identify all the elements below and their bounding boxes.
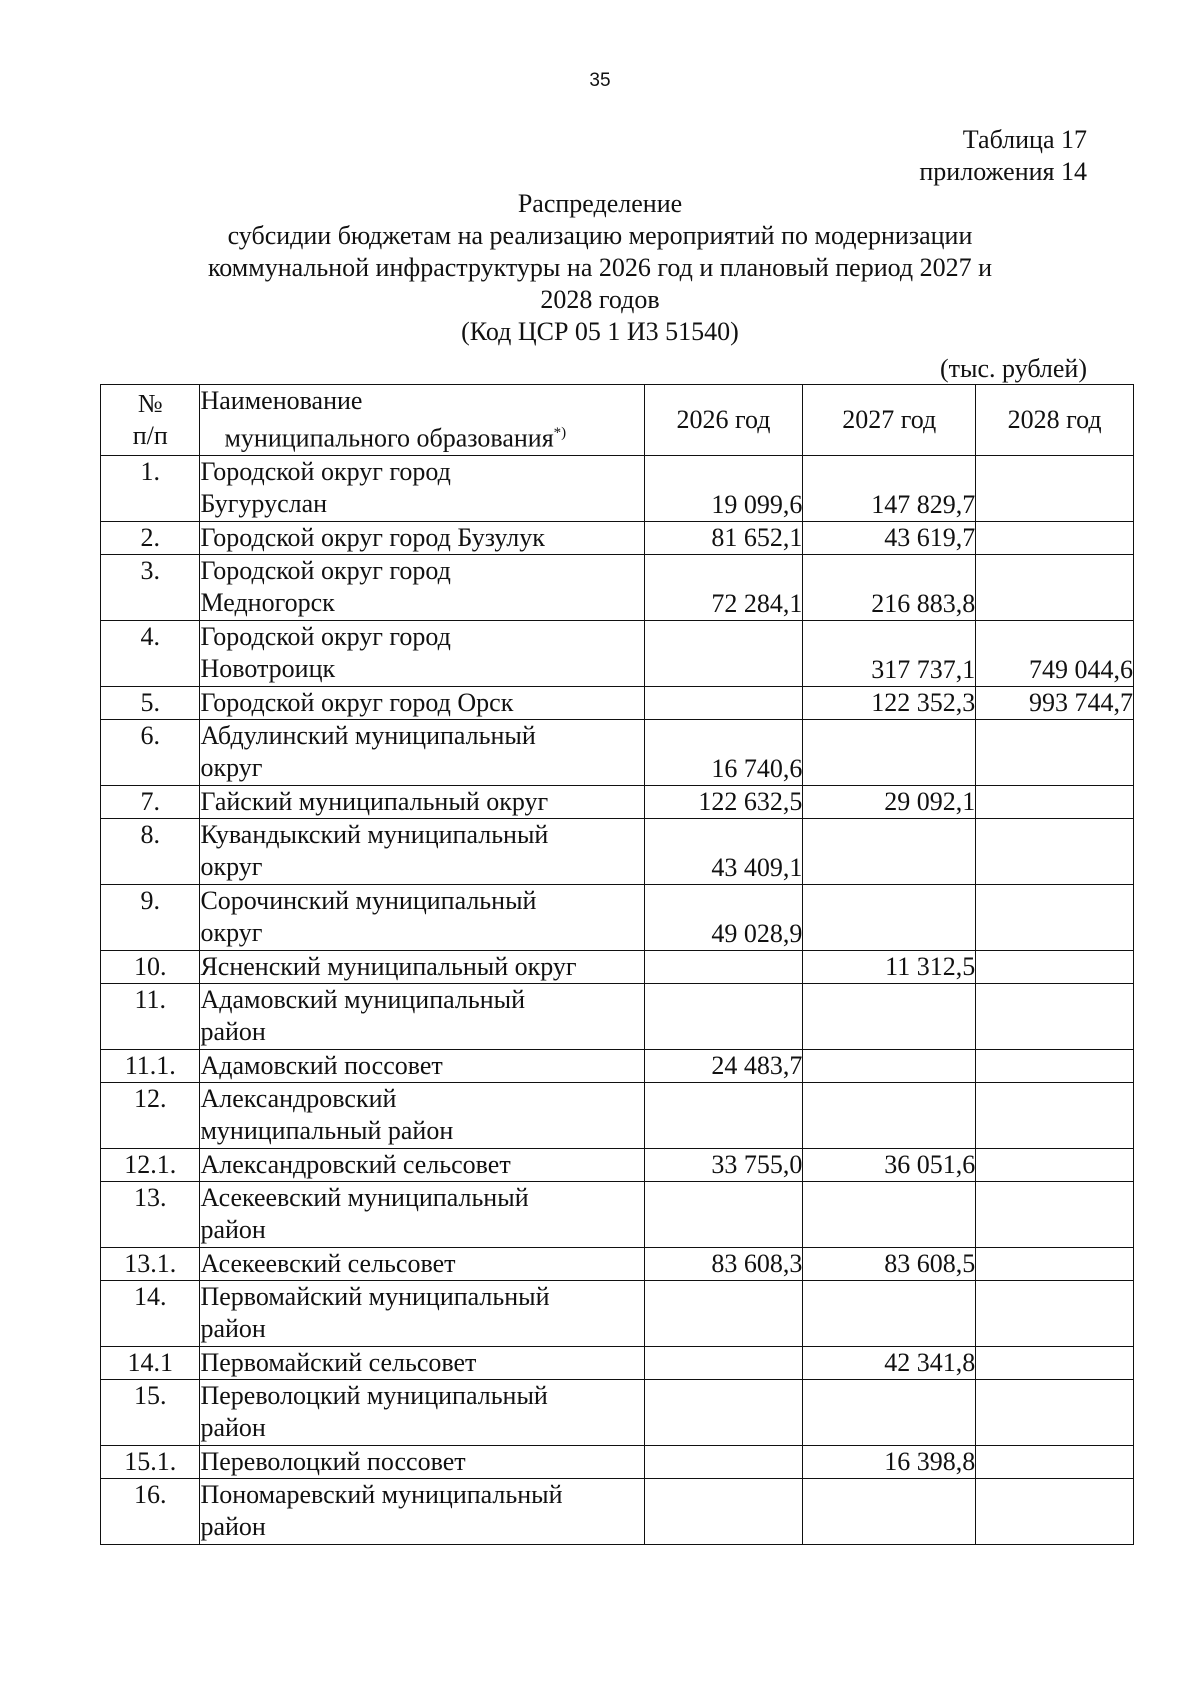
row-name-line: Асекеевский сельсовет <box>200 1248 456 1278</box>
table-row <box>101 1379 1134 1445</box>
row-name <box>200 1379 644 1445</box>
value-2026 <box>644 1082 803 1148</box>
table-row <box>101 1247 1134 1280</box>
row-number: 13.1. <box>101 1247 200 1280</box>
table-header-row <box>101 385 1134 456</box>
title-line-1: Распределение <box>517 189 683 218</box>
value-2026: 72 284,1 <box>644 554 803 620</box>
value-2027: 42 341,8 <box>803 1346 976 1379</box>
row-name <box>200 1148 644 1181</box>
subsidy-table <box>100 384 1134 1545</box>
row-name <box>200 1478 644 1544</box>
row-name-line: Сорочинский муниципальный <box>200 885 537 915</box>
row-name <box>200 884 644 950</box>
value-2028 <box>976 785 1134 818</box>
document-title <box>100 188 1100 348</box>
row-name-line: Медногорск <box>200 587 335 617</box>
table-row <box>101 686 1134 719</box>
row-number: 11. <box>101 983 200 1049</box>
value-2028 <box>976 1148 1134 1181</box>
table-caption <box>919 124 1087 188</box>
value-2027 <box>803 1478 976 1544</box>
row-name-line: Александровский сельсовет <box>200 1149 511 1179</box>
value-2027 <box>803 983 976 1049</box>
value-2028 <box>976 1346 1134 1379</box>
value-2026 <box>644 983 803 1049</box>
row-name-line: Переволоцкий муниципальный <box>200 1380 548 1410</box>
row-name <box>200 719 644 785</box>
row-name <box>200 455 644 521</box>
caption-line-1: Таблица 17 <box>962 125 1087 154</box>
table-row <box>101 1445 1134 1478</box>
value-2028 <box>976 1181 1134 1247</box>
row-number: 16. <box>101 1478 200 1544</box>
value-2026 <box>644 950 803 983</box>
title-line-2: субсидии бюджетам на реализацию мероприятий по модернизации <box>227 221 973 250</box>
row-name <box>200 521 644 554</box>
row-name <box>200 818 644 884</box>
value-2026: 83 608,3 <box>644 1247 803 1280</box>
value-2026 <box>644 1379 803 1445</box>
value-2026 <box>644 1181 803 1247</box>
table-row <box>101 1148 1134 1181</box>
value-2027: 83 608,5 <box>803 1247 976 1280</box>
row-name-line: Городской округ город <box>200 456 451 486</box>
table-row <box>101 950 1134 983</box>
header-footnote-mark: *) <box>553 425 567 441</box>
table-row <box>101 785 1134 818</box>
title-line-4: 2028 годов <box>540 285 660 314</box>
row-name-line: Асекеевский муниципальный <box>200 1182 529 1212</box>
header-name-line-2: муниципального образования <box>224 423 554 453</box>
row-name-line: район <box>200 1214 266 1244</box>
value-2028 <box>976 1049 1134 1082</box>
value-2026: 81 652,1 <box>644 521 803 554</box>
row-name-line: Адамовский поссовет <box>200 1050 443 1080</box>
value-2028 <box>976 554 1134 620</box>
row-name-line: Городской округ город Орск <box>200 687 514 717</box>
header-2026: 2026 год <box>644 385 803 456</box>
row-number: 1. <box>101 455 200 521</box>
page-number: 35 <box>589 70 611 91</box>
row-name-line: район <box>200 1412 266 1442</box>
value-2026 <box>644 1445 803 1478</box>
value-2027: 43 619,7 <box>803 521 976 554</box>
value-2026: 19 099,6 <box>644 455 803 521</box>
row-number: 6. <box>101 719 200 785</box>
header-number <box>101 385 200 456</box>
value-2027: 29 092,1 <box>803 785 976 818</box>
header-number-line-2: п/п <box>132 420 168 450</box>
row-number: 15. <box>101 1379 200 1445</box>
header-2028: 2028 год <box>976 385 1134 456</box>
row-number: 15.1. <box>101 1445 200 1478</box>
row-number: 10. <box>101 950 200 983</box>
value-2028: 749 044,6 <box>976 620 1134 686</box>
title-line-5: (Код ЦСР 05 1 И3 51540) <box>461 317 739 346</box>
value-2028 <box>976 983 1134 1049</box>
value-2027: 36 051,6 <box>803 1148 976 1181</box>
header-name-line-2-wrap <box>200 417 643 455</box>
row-number: 11.1. <box>101 1049 200 1082</box>
title-line-3: коммунальной инфраструктуры на 2026 год и плановый период 2027 и <box>207 253 993 282</box>
row-number: 8. <box>101 818 200 884</box>
row-name <box>200 620 644 686</box>
row-name-line: Первомайский сельсовет <box>200 1347 477 1377</box>
value-2028 <box>976 719 1134 785</box>
value-2026: 24 483,7 <box>644 1049 803 1082</box>
row-number: 4. <box>101 620 200 686</box>
row-name-line: Переволоцкий поссовет <box>200 1446 466 1476</box>
value-2026: 33 755,0 <box>644 1148 803 1181</box>
value-2028 <box>976 884 1134 950</box>
table-row <box>101 1280 1134 1346</box>
header-name-line-1: Наименование <box>200 386 363 415</box>
row-name-line: Городской округ город Бузулук <box>200 522 545 552</box>
row-name <box>200 1181 644 1247</box>
row-name <box>200 686 644 719</box>
row-name <box>200 950 644 983</box>
row-name-line: Городской округ город <box>200 621 451 651</box>
value-2027 <box>803 818 976 884</box>
row-number: 3. <box>101 554 200 620</box>
value-2027: 16 398,8 <box>803 1445 976 1478</box>
row-name-line: Абдулинский муниципальный <box>200 720 536 750</box>
row-name-line: Первомайский муниципальный <box>200 1281 550 1311</box>
row-name-line: округ <box>200 752 263 782</box>
value-2026 <box>644 620 803 686</box>
value-2027 <box>803 884 976 950</box>
value-2028 <box>976 818 1134 884</box>
row-number: 7. <box>101 785 200 818</box>
value-2027 <box>803 1379 976 1445</box>
value-2026 <box>644 1346 803 1379</box>
header-number-line-1: № <box>137 388 163 418</box>
row-name <box>200 1082 644 1148</box>
row-name-line: муниципальный район <box>200 1115 454 1145</box>
header-2027: 2027 год <box>803 385 976 456</box>
value-2028 <box>976 1082 1134 1148</box>
table-row <box>101 1082 1134 1148</box>
row-name-line: район <box>200 1016 266 1046</box>
row-name <box>200 1049 644 1082</box>
table-row <box>101 455 1134 521</box>
row-name-line: Бугуруслан <box>200 488 328 518</box>
table-row <box>101 719 1134 785</box>
value-2027 <box>803 1181 976 1247</box>
table-row <box>101 521 1134 554</box>
table-row <box>101 554 1134 620</box>
row-number: 2. <box>101 521 200 554</box>
value-2028 <box>976 1445 1134 1478</box>
row-name-line: район <box>200 1511 266 1541</box>
value-2027: 216 883,8 <box>803 554 976 620</box>
row-name-line: округ <box>200 917 263 947</box>
row-name <box>200 554 644 620</box>
value-2026 <box>644 1478 803 1544</box>
value-2026: 122 632,5 <box>644 785 803 818</box>
value-2028: 993 744,7 <box>976 686 1134 719</box>
table-row <box>101 620 1134 686</box>
row-number: 5. <box>101 686 200 719</box>
value-2027: 11 312,5 <box>803 950 976 983</box>
value-2026 <box>644 1280 803 1346</box>
row-name-line: Пономаревский муниципальный <box>200 1479 563 1509</box>
row-name-line: район <box>200 1313 266 1343</box>
value-2026: 49 028,9 <box>644 884 803 950</box>
header-name <box>200 385 644 456</box>
value-2028 <box>976 521 1134 554</box>
value-2027: 122 352,3 <box>803 686 976 719</box>
row-name-line: Новотроицк <box>200 653 336 683</box>
row-number: 13. <box>101 1181 200 1247</box>
value-2027: 317 737,1 <box>803 620 976 686</box>
table-body <box>101 455 1134 1544</box>
row-number: 12.1. <box>101 1148 200 1181</box>
table-row <box>101 1478 1134 1544</box>
row-name-line: Александровский <box>200 1083 397 1113</box>
value-2026: 16 740,6 <box>644 719 803 785</box>
row-number: 9. <box>101 884 200 950</box>
table-row <box>101 1049 1134 1082</box>
value-2027 <box>803 719 976 785</box>
table-row <box>101 983 1134 1049</box>
value-2028 <box>976 1247 1134 1280</box>
table-row <box>101 818 1134 884</box>
row-name <box>200 983 644 1049</box>
row-name-line: Ясненский муниципальный округ <box>200 951 577 981</box>
table-row <box>101 884 1134 950</box>
row-name <box>200 785 644 818</box>
row-number: 14.1 <box>101 1346 200 1379</box>
value-2028 <box>976 1379 1134 1445</box>
row-number: 14. <box>101 1280 200 1346</box>
row-name-line: Адамовский муниципальный <box>200 984 526 1014</box>
value-2028 <box>976 950 1134 983</box>
units-note: (тыс. рублей) <box>939 354 1087 383</box>
table-row <box>101 1346 1134 1379</box>
row-name-line: Городской округ город <box>200 555 451 585</box>
row-name <box>200 1445 644 1478</box>
row-name <box>200 1280 644 1346</box>
value-2027 <box>803 1280 976 1346</box>
caption-line-2: приложения 14 <box>919 157 1087 186</box>
value-2027 <box>803 1049 976 1082</box>
value-2026 <box>644 686 803 719</box>
row-name-line: округ <box>200 851 263 881</box>
row-name <box>200 1247 644 1280</box>
value-2026: 43 409,1 <box>644 818 803 884</box>
row-name <box>200 1346 644 1379</box>
value-2027 <box>803 1082 976 1148</box>
value-2028 <box>976 455 1134 521</box>
table-row <box>101 1181 1134 1247</box>
value-2028 <box>976 1280 1134 1346</box>
value-2028 <box>976 1478 1134 1544</box>
value-2027: 147 829,7 <box>803 455 976 521</box>
row-name-line: Кувандыкский муниципальный <box>200 819 549 849</box>
row-number: 12. <box>101 1082 200 1148</box>
row-name-line: Гайский муниципальный округ <box>200 786 549 816</box>
